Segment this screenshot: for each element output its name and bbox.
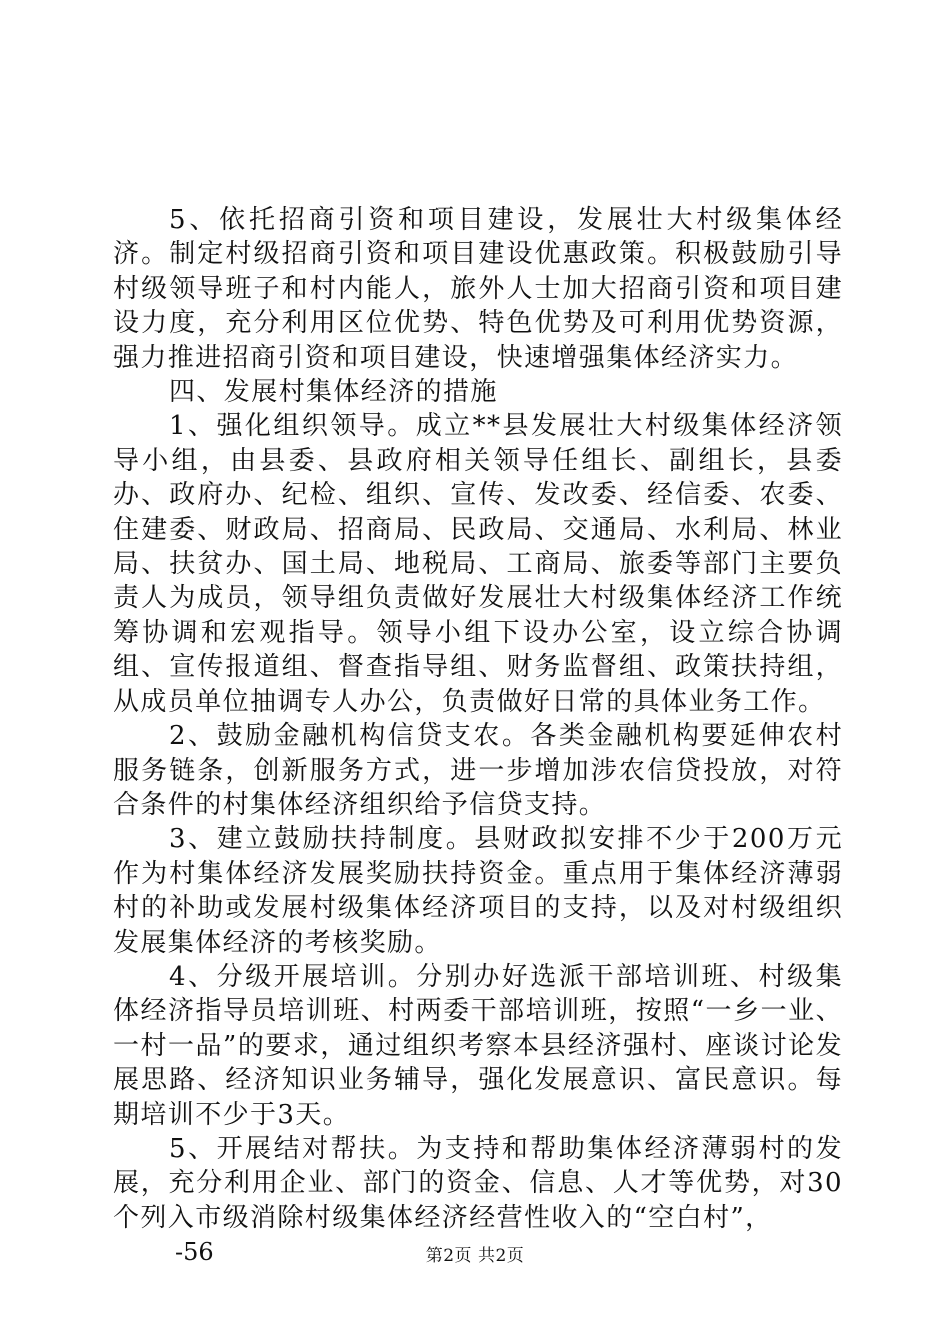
paragraph-pairing-assistance: 5、开展结对帮扶。为支持和帮助集体经济薄弱村的发展，充分利用企业、部门的资金、信息、人才等优势，对30个列入市级消除村级集体经济经营性收入的“空白村”， xyxy=(113,1133,843,1233)
document-body xyxy=(113,203,843,1269)
page-footer: 第2页 共2页 xyxy=(425,1246,525,1266)
paragraph-support-system: 3、建立鼓励扶持制度。县财政拟安排不少于200万元作为村集体经济发展奖励扶持资金。重点用于集体经济薄弱村的补助或发展村级集体经济项目的支持，以及对村级组织发展集体经济的考核奖励。 xyxy=(113,824,843,958)
paragraph-financial-credit: 2、鼓励金融机构信贷支农。各类金融机构要延伸农村服务链条，创新服务方式，进一步增加涉农信贷投放，对符合条件的村集体经济组织给予信贷支持。 xyxy=(113,721,843,820)
page-marker: -56 xyxy=(175,1238,214,1267)
section-heading-measures: 四、发展村集体经济的措施 xyxy=(169,377,498,408)
paragraph-organization-leadership: 1、强化组织领导。成立**县发展壮大村级集体经济领导小组，由县委、县政府相关领导任组长、副组长，县委办、政府办、纪检、组织、宣传、发改委、经信委、农委、住建委、财政局、招商局、民政局、交通局、水利局、林业局、扶贫办、国土局、地税局、工商局、旅委等部门主要负责人为成员，领导组负责做好发展壮大村级集体经济工作统筹协调和宏观指导。领导小组下设办公室，设立综合协调组、宣传报道组、督查指导组、财务监督组、政策扶持组，从成员单位抽调专人办公，负责做好日常的具体业务工作。 xyxy=(113,411,843,717)
paragraph-training: 4、分级开展培训。分别办好选派干部培训班、村级集体经济指导员培训班、村两委干部培训班，按照“一乡一业、一村一品”的要求，通过组织考察本县经济强村、座谈讨论发展思路、经济知识业务辅导，强化发展意识、富民意识。每期培训不少于3天。 xyxy=(113,961,843,1130)
paragraph-investment-projects: 5、依托招商引资和项目建设，发展壮大村级集体经济。制定村级招商引资和项目建设优惠政策。积极鼓励引导村级领导班子和村内能人，旅外人士加大招商引资和项目建设力度，充分利用区位优势、特色优势及可利用优势资源，强力推进招商引资和项目建设，快速增强集体经济实力。 xyxy=(113,205,843,373)
